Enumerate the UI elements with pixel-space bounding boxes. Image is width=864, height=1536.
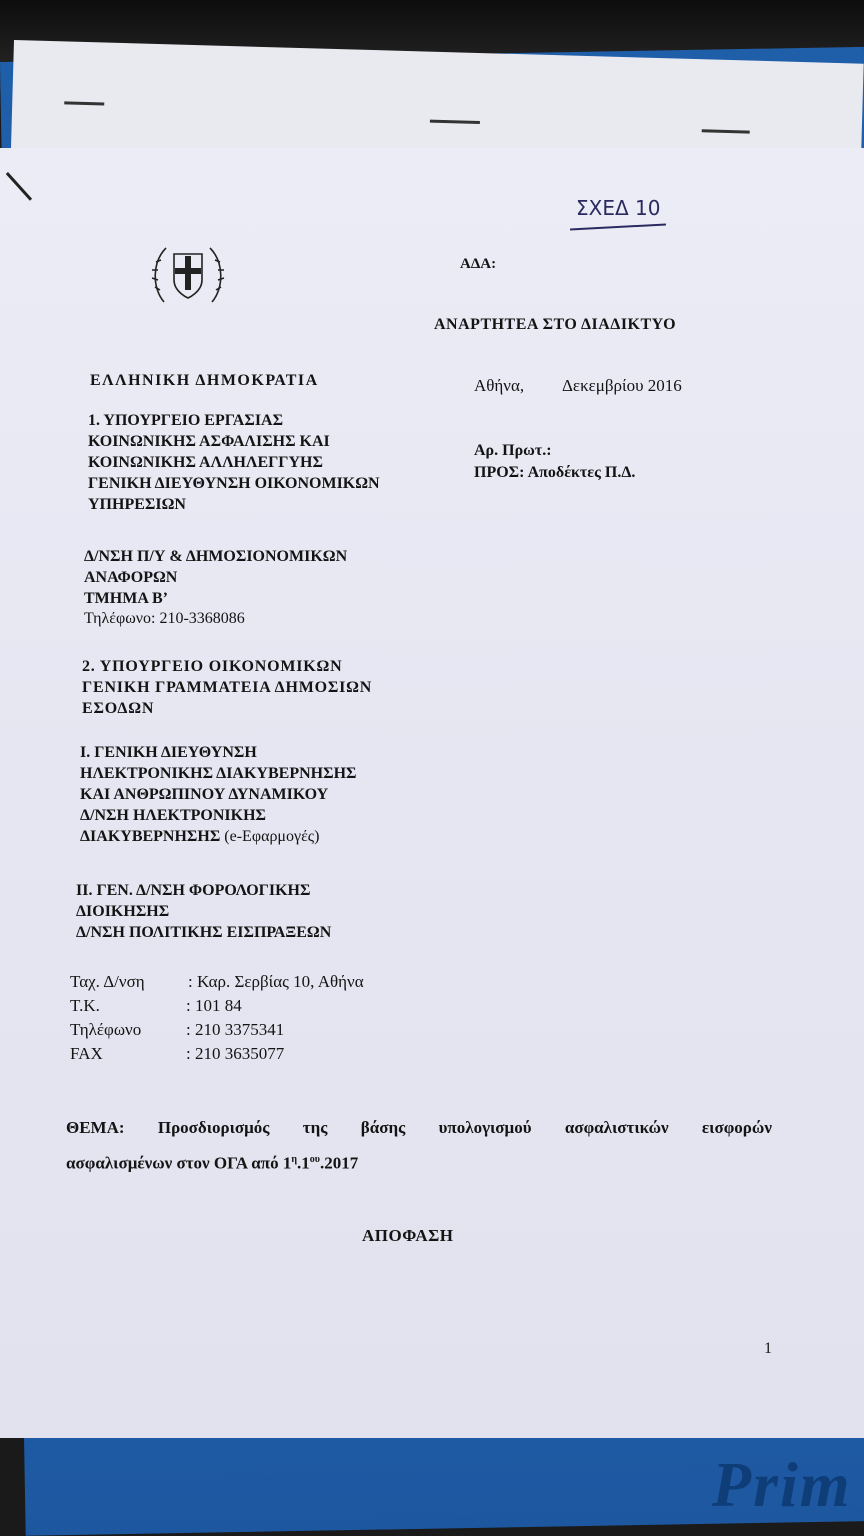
- ministry2-line: ΕΣΟΔΩΝ: [82, 700, 155, 717]
- section2-line: Δ/ΝΣΗ ΠΟΛΙΤΙΚΗΣ ΕΙΣΠΡΑΞΕΩΝ: [76, 924, 332, 941]
- section1-last-bold: ΔΙΑΚΥΒΕΡΝΗΣΗΣ: [80, 828, 221, 845]
- to-value: Αποδέκτες Π.Δ.: [527, 464, 636, 481]
- date: Δεκεμβρίου 2016: [562, 376, 682, 395]
- section1-line: ΚΑΙ ΑΝΘΡΩΠΙΝΟΥ ΔΥΝΑΜΙΚΟΥ: [80, 786, 329, 803]
- staple-mark: [64, 101, 104, 105]
- subject-line-1: [66, 1112, 772, 1144]
- subject-text: .1: [297, 1153, 310, 1173]
- contact-value: : 101 84: [186, 996, 242, 1015]
- contact-label: Ταχ. Δ/νση: [70, 972, 145, 991]
- ministry1-line: ΥΠΗΡΕΣΙΩΝ: [88, 496, 186, 513]
- section1-line: [80, 826, 356, 847]
- section1-line: ΗΛΕΚΤΡΟΝΙΚΗΣ ΔΙΑΚΥΒΕΡΝΗΣΗΣ: [80, 765, 357, 782]
- subject-word: ασφαλιστικών: [564, 1118, 669, 1137]
- staple-mark: [702, 129, 750, 133]
- dept-line: ΑΝΑΦΟΡΩΝ: [84, 569, 178, 586]
- ministry1-line: ΚΟΙΝΩΝΙΚΗΣ ΑΣΦΑΛΙΣΗΣ ΚΑΙ: [88, 433, 330, 450]
- subject-block: [66, 1112, 772, 1180]
- section1-line: Ι. ΓΕΝΙΚΗ ΔΙΕΥΘΥΝΣΗ: [80, 744, 257, 761]
- subject-word: της: [302, 1118, 328, 1137]
- subject-text: ασφαλισμένων στον ΟΓΑ από 1: [66, 1153, 292, 1173]
- section1-last-normal: (e-Εφαρμογές): [220, 828, 320, 845]
- country-heading: ΕΛΛΗΝΙΚΗ ΔΗΜΟΚΡΑΤΙΑ: [90, 372, 319, 389]
- post-notice: ΑΝΑΡΤΗΤΕΑ ΣΤΟ ΔΙΑΔΙΚΤΥΟ: [434, 316, 677, 333]
- section1-line: Δ/ΝΣΗ ΗΛΕΚΤΡΟΝΙΚΗΣ: [80, 807, 266, 824]
- ministry1-line: ΚΟΙΝΩΝΙΚΗΣ ΑΛΛΗΛΕΓΓΥΗΣ: [88, 454, 323, 471]
- section1-block: [80, 742, 356, 847]
- subject-superscript: ου: [309, 1154, 320, 1165]
- contact-value: : Καρ. Σερβίας 10, Αθήνα: [188, 972, 364, 991]
- section2-line: ΙΙ. ΓΕΝ. Δ/ΝΣΗ ΦΟΡΟΛΟΓΙΚΗΣ: [76, 882, 311, 899]
- subject-word: βάσης: [360, 1118, 406, 1137]
- place: Αθήνα,: [474, 376, 525, 395]
- ministry1-line: ΓΕΝΙΚΗ ΔΙΕΥΘΥΝΣΗ ΟΙΚΟΝΟΜΙΚΩΝ: [88, 475, 380, 492]
- subject-word: υπολογισμού: [438, 1118, 532, 1137]
- subject-text: .2017: [319, 1153, 359, 1173]
- section2-block: [76, 880, 331, 943]
- ministry1-phone: Τηλέφωνο: 210-3368086: [84, 610, 245, 627]
- decision-title: ΑΠΟΦΑΣΗ: [362, 1226, 454, 1245]
- ministry2-line: 2. ΥΠΟΥΡΓΕΙΟ ΟΙΚΟΝΟΜΙΚΩΝ: [82, 658, 343, 675]
- section2-line: ΔΙΟΙΚΗΣΗΣ: [76, 903, 170, 920]
- page-number: 1: [764, 1340, 772, 1357]
- contact-value: : 210 3635077: [186, 1044, 285, 1063]
- to-label: ΠΡΟΣ:: [474, 464, 525, 481]
- folder-brand-text: Prim: [712, 1449, 852, 1520]
- contact-label: Τ.Κ.: [70, 996, 100, 1015]
- ministry2-block: [82, 656, 372, 719]
- protocol-label: Αρ. Πρωτ.:: [474, 442, 552, 459]
- handwritten-note: ΣΧΕΔ 10: [576, 196, 661, 220]
- greek-coat-of-arms-icon: [150, 240, 226, 310]
- ministry2-line: ΓΕΝΙΚΗ ΓΡΑΜΜΑΤΕΙΑ ΔΗΜΟΣΙΩΝ: [82, 679, 373, 696]
- subject-word: εισφορών: [701, 1118, 772, 1137]
- ministry1-line: 1. ΥΠΟΥΡΓΕΙΟ ΕΡΓΑΣΙΑΣ: [88, 412, 284, 429]
- contact-value: : 210 3375341: [186, 1020, 285, 1039]
- subject-label: ΘΕΜΑ:: [66, 1118, 125, 1137]
- contact-label: Τηλέφωνο: [70, 1020, 142, 1039]
- ministry1-dept-block: [84, 546, 347, 609]
- subject-superscript: η: [291, 1154, 298, 1165]
- recipient-line: [474, 464, 635, 482]
- subject-line-2: [66, 1144, 772, 1180]
- contact-label: FAX: [70, 1044, 103, 1063]
- subject-word: Προσδιορισμός: [157, 1118, 270, 1137]
- ada-label: ΑΔΑ:: [460, 256, 497, 272]
- dept-line: ΤΜΗΜΑ Β’: [84, 590, 168, 607]
- ministry1-block: [88, 410, 380, 515]
- staple-mark: [430, 120, 480, 124]
- dept-line: Δ/ΝΣΗ Π/Υ & ΔΗΜΟΣΙΟΝΟΜΙΚΩΝ: [84, 548, 348, 565]
